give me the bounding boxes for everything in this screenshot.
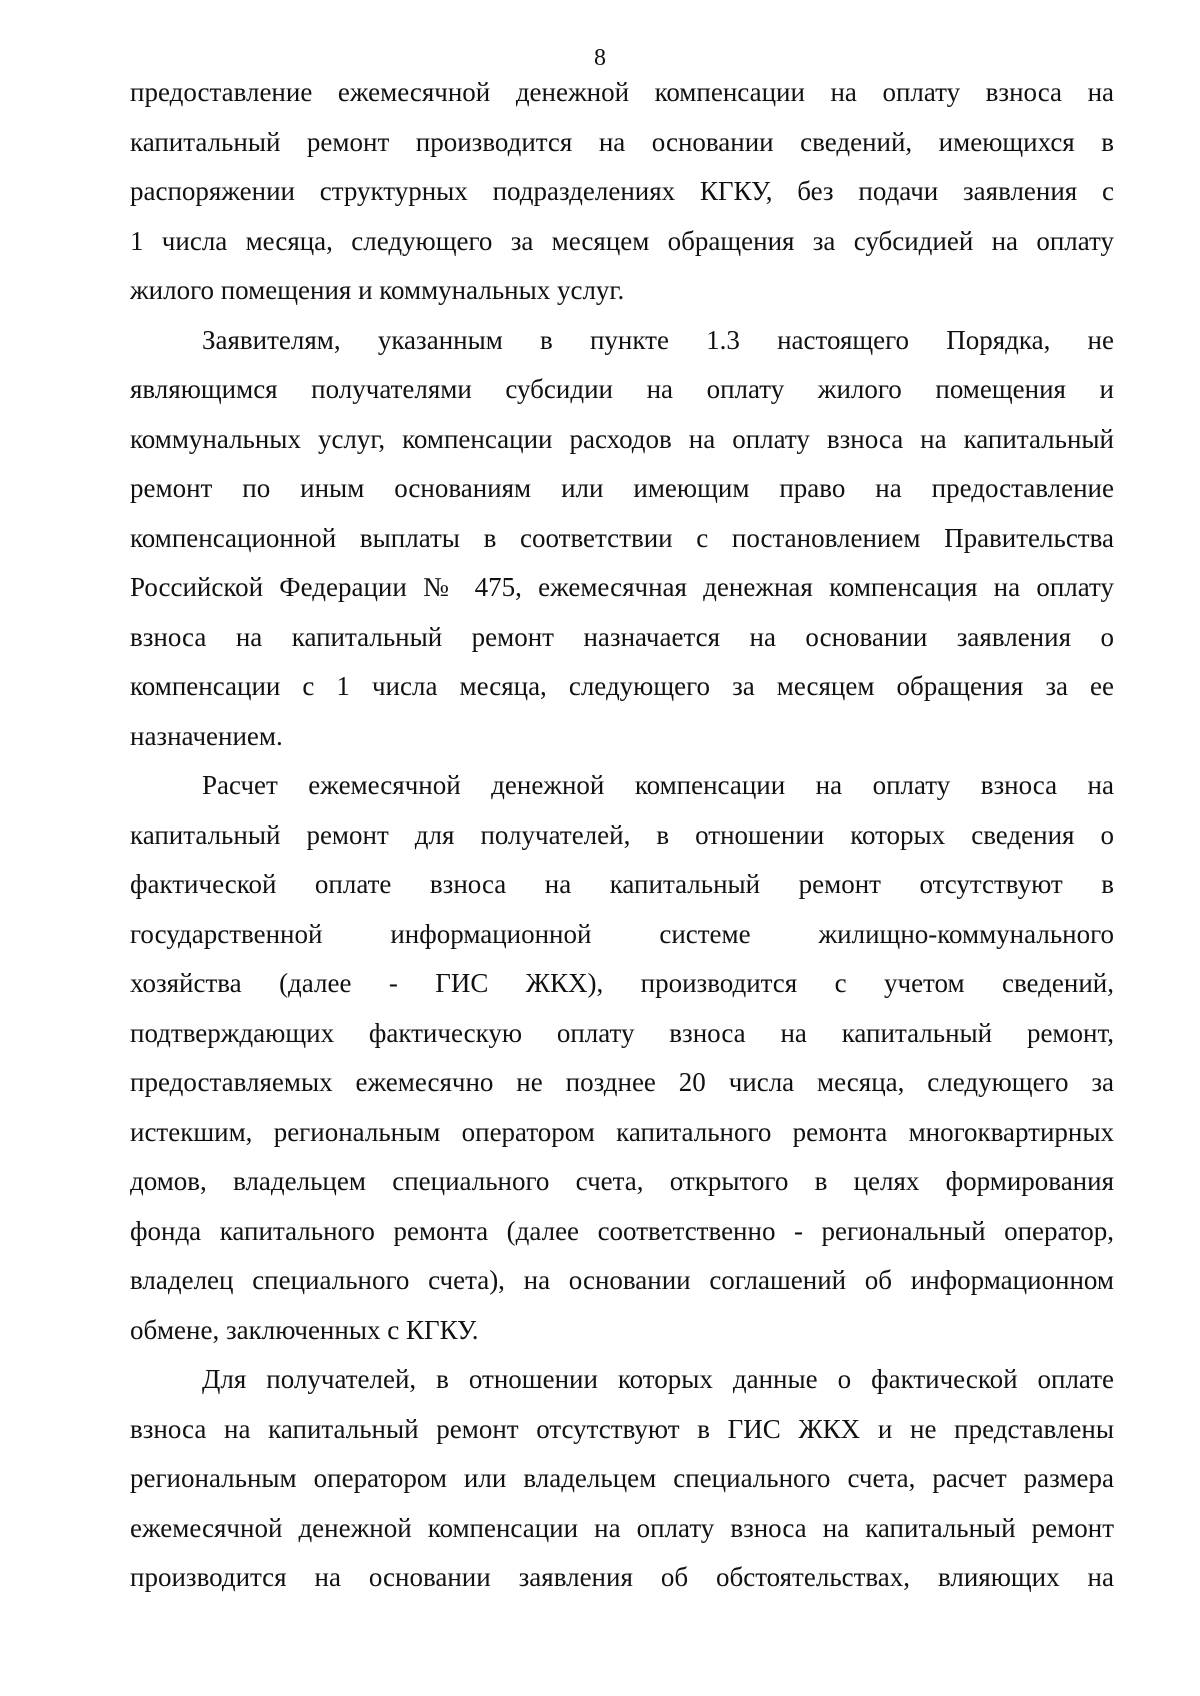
text-line: государственной информационной системе жилищно-коммунального [130, 918, 1114, 949]
text-line: назначением. [130, 720, 283, 751]
text-line: региональным оператором или владельцем специального счета, расчет размера [130, 1463, 1114, 1493]
text-line: взноса на капитальный ремонт назначается на основании заявления о [130, 621, 1114, 652]
paragraph-2 [130, 316, 1114, 762]
text-line: Заявителям, указанным в пункте 1.3 настоящего Порядка, не [202, 324, 1114, 355]
text-line: жилого помещения и коммунальных услуг. [130, 275, 625, 305]
text-line: ремонт по иным основаниям или имеющим право на предоставление [130, 473, 1114, 503]
text-line: фонда капитального ремонта (далее соответственно - региональный оператор, [130, 1215, 1114, 1246]
text-line: Российской Федерации № 475, ежемесячная денежная компенсация на оплату [130, 572, 1114, 602]
text-line: ежемесячной денежной компенсации на оплату взноса на капитальный ремонт [130, 1512, 1114, 1543]
text-line: 1 числа месяца, следующего за месяцем обращения за субсидией на оплату [130, 225, 1114, 256]
text-line: подтверждающих фактическую оплату взноса на капитальный ремонт, [130, 1017, 1114, 1048]
text-line: производится на основании заявления об обстоятельствах, влияющих на [130, 1562, 1114, 1592]
text-line: предоставляемых ежемесячно не позднее 20 числа месяца, следующего за [130, 1067, 1114, 1097]
document-body [130, 68, 1114, 1603]
text-line: компенсации с 1 числа месяца, следующего за месяцем обращения за ее [130, 671, 1114, 701]
text-line: истекшим, региональным оператором капитального ремонта многоквартирных [130, 1116, 1114, 1147]
text-line: предоставление ежемесячной денежной компенсации на оплату взноса на [130, 77, 1114, 107]
text-line: обмене, заключенных с КГКУ. [130, 1314, 479, 1345]
text-line: капитальный ремонт для получателей, в отношении которых сведения о [130, 819, 1114, 850]
text-line: домов, владельцем специального счета, открытого в целях формирования [130, 1166, 1114, 1196]
text-line: коммунальных услуг, компенсации расходов на оплату взноса на капитальный [130, 423, 1114, 454]
text-line: Расчет ежемесячной денежной компенсации на оплату взноса на [202, 770, 1114, 800]
page-number: 8 [594, 45, 606, 71]
text-line: взноса на капитальный ремонт отсутствуют в ГИС ЖКХ и не представлены [130, 1413, 1114, 1444]
text-line: хозяйства (далее - ГИС ЖКХ), производится с учетом сведений, [130, 968, 1114, 998]
text-line: Для получателей, в отношении которых данные о фактической оплате [202, 1364, 1114, 1394]
paragraph-4 [130, 1355, 1114, 1603]
text-line: являющимся получателями субсидии на оплату жилого помещения и [130, 374, 1114, 404]
text-line: компенсационной выплаты в соответствии с постановлением Правительства [130, 522, 1114, 553]
text-line: владелец специального счета), на основании соглашений об информационном [130, 1265, 1114, 1295]
paragraph-1 [130, 68, 1114, 316]
paragraph-3 [130, 761, 1114, 1355]
text-line: распоряжении структурных подразделениях КГКУ, без подачи заявления с [130, 176, 1114, 206]
text-line: фактической оплате взноса на капитальный ремонт отсутствуют в [130, 869, 1114, 899]
text-line: капитальный ремонт производится на основании сведений, имеющихся в [130, 126, 1114, 157]
